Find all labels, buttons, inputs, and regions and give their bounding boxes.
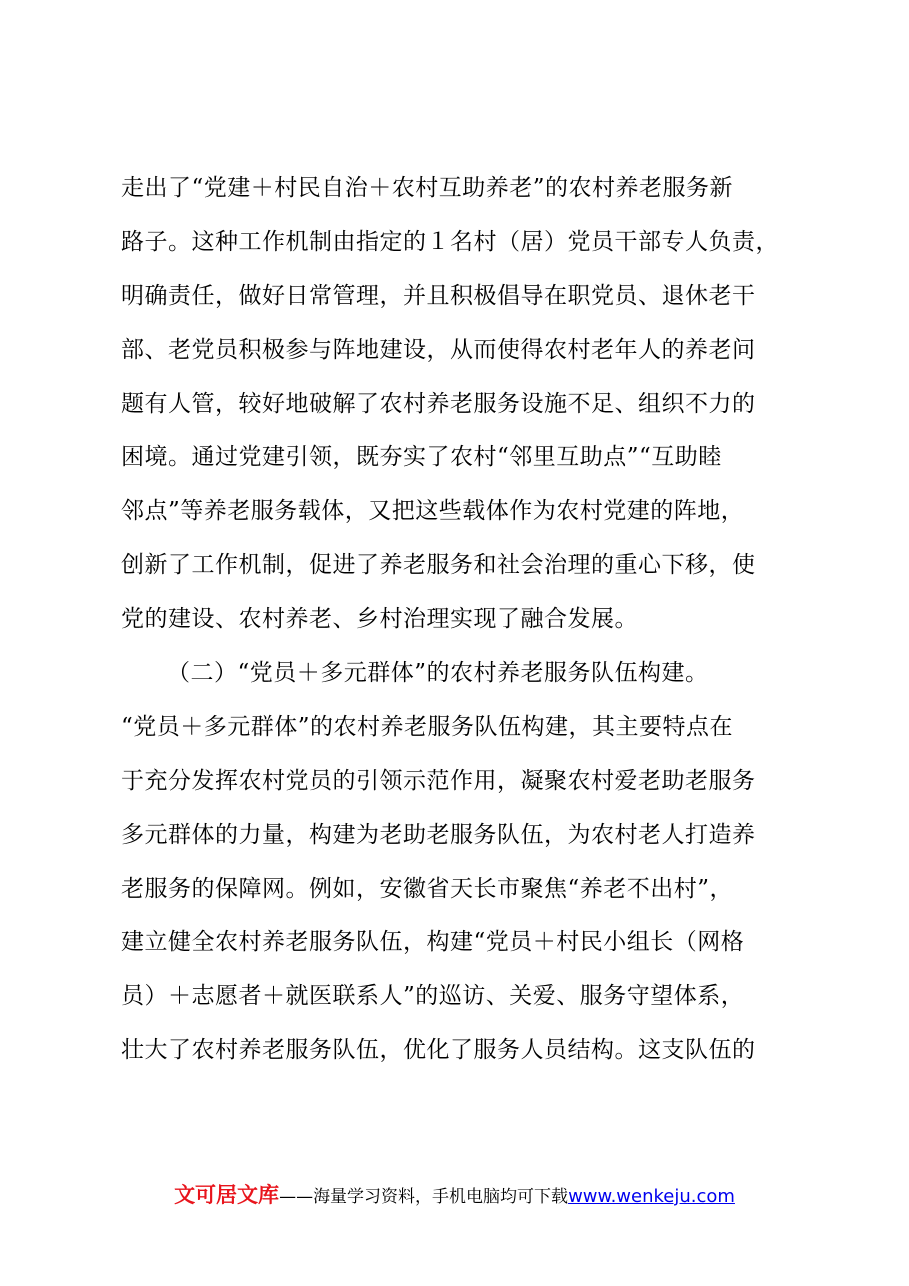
paragraph-line: 走出了“党建＋村民自治＋农村互助养老”的农村养老服务新 (121, 175, 734, 201)
paragraph-line: 困境。通过党建引领，既夯实了农村“邻里互助点”“互助睦 (121, 444, 722, 471)
paragraph-line: 创新了工作机制，促进了养老服务和社会治理的重心下移，使 (121, 552, 756, 579)
paragraph-line: 部、老党员积极参与阵地建设，从而使得农村老年人的养老问 (121, 336, 756, 363)
document-body (121, 162, 801, 1078)
paragraph-line: 壮大了农村养老服务队伍，优化了服务人员结构。这支队伍的 (121, 1037, 756, 1064)
paragraph-line: 党的建设、农村养老、乡村治理实现了融合发展。 (121, 606, 638, 633)
paragraph-line: 题有人管，较好地破解了农村养老服务设施不足、组织不力的 (121, 390, 756, 417)
footer-banner (0, 1180, 909, 1212)
paragraph-line: “党员＋多元群体”的农村养老服务队伍构建，其主要特点在 (121, 713, 734, 740)
paragraph-line: 老服务的保障网。例如，安徽省天长市聚焦“养老不出村”， (121, 875, 734, 902)
section-heading: （二）“党员＋多元群体”的农村养老服务队伍构建。 (167, 660, 709, 687)
footer-brand: 文可居文库 (174, 1183, 280, 1207)
paragraph-line: 于充分发挥农村党员的引领示范作用，凝聚农村爱老助老服务 (121, 767, 756, 794)
paragraph-line: 多元群体的力量，构建为老助老服务队伍，为农村老人打造养 (121, 821, 756, 848)
paragraph-line: 明确责任，做好日常管理，并且积极倡导在职党员、退休老干 (121, 282, 756, 309)
paragraph-line: 建立健全农村养老服务队伍，构建“党员＋村民小组长（网格 (121, 929, 745, 956)
paragraph-line: 邻点”等养老服务载体，又把这些载体作为农村党建的阵地， (121, 498, 745, 525)
paragraph-line: 路子。这种工作机制由指定的１名村（居）党员干部专人负责， (121, 228, 779, 255)
paragraph-line: 员）＋志愿者＋就医联系人”的巡访、关爱、服务守望体系， (121, 983, 745, 1010)
footer-url-link[interactable]: www.wenkeju.com (568, 1186, 735, 1207)
footer-tagline: ——海量学习资料，手机电脑均可下载 (279, 1187, 569, 1207)
